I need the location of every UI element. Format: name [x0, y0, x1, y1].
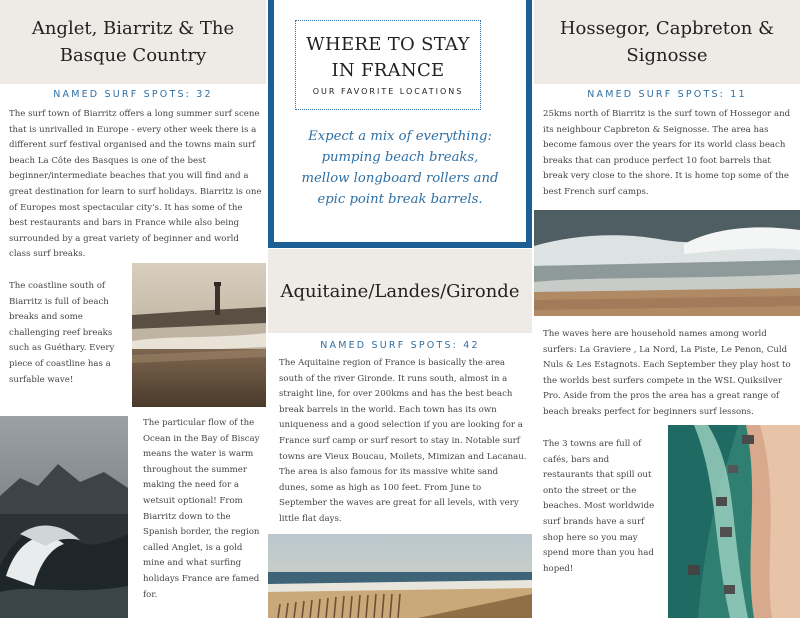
lighthouse-photo [132, 263, 266, 407]
beach-wave-photo [534, 210, 800, 316]
dune-fence-photo [268, 534, 532, 618]
left-title: Anglet, Biarritz & The Basque Country [31, 18, 235, 66]
page-subtitle: OUR FAVORITE LOCATIONS [312, 87, 464, 96]
right-title: Hossegor, Capbreton & Signosse [559, 18, 775, 66]
left-para-2: The coastline south of Biarritz is full of beach breaks and some challenging reef breaks such as Guéthary. Every piece of coastline has a surfable wave! [9, 281, 115, 385]
right-header [534, 0, 800, 84]
center-para-1: The Aquitaine region of France is basically the area south of the river Gironde. It runs south, almost in a straight line, for over 200kms and has the best beach break barrels in the world. Each town has its own uniqueness and a good selection if you are looking for a France surf camp or surf resort to stay in. Notable surf towns are Vieux Boucau, Moilets, Mimizan and Lacanau. The area is also famous for its massive white sand dunes, some as high as 100 feet. From June to September the waves are great for all levels, with very little flat days. [279, 358, 527, 524]
title-card-inner [274, 0, 526, 242]
big-wave-photo [0, 416, 128, 618]
title-card [268, 0, 532, 248]
page-title: WHERE TO STAY IN FRANCE [306, 34, 470, 81]
left-surf-spots: NAMED SURF SPOTS: 32 [53, 89, 213, 100]
left-header [0, 0, 266, 84]
right-para-1: 25kms north of Biarritz is the surf town of Hossegor and its neighbour Capbreton & Seignosse. The area has become famous over the years for its world class beach breaks that can produce perfect 10 foot barrels that break very close to the shore. It is home top some of the best French surf camps. [543, 109, 791, 197]
title-box [295, 20, 481, 110]
left-para-1: The surf town of Biarritz offers a long summer surf scene that is unrivalled in Europe - every other week there is a different surf festival organised and the towns main surf beach La Côte des Basques is one of the best beginner/intermediate beaches that you will find and a great destination for learn to surf holidays. Biarritz is one of Europes most spectacular city's. It has some of the best restaurants and bars in France while also being surrounded by a great variety of beginner and world class surf breaks. [9, 109, 262, 260]
center-header [268, 249, 532, 333]
tagline: Expect a mix of everything: pumping beach breaks, mellow longboard rollers and epic point break barrels. [301, 129, 499, 207]
right-para-3: The 3 towns are full of cafés, bars and restaurants that spill out onto the street or the beaches. Most worldwide surf brands have a surf shop here so you may spend more than you had hoped! [543, 439, 655, 574]
left-para-3: The particular flow of the Ocean in the Bay of Biscay means the water is warm throughout the summer making the need for a wetsuit optional! From Biarritz down to the Spanish border, the region called Anglet, is a gold mine and what surfing holidays France are famed for. [143, 418, 260, 600]
right-para-2: The waves here are household names among world surfers: La Graviere , La Nord, La Piste, Le Penon, Culd Nuls & Les Estagnots. Each September they play host to the worlds best surfers compete in the WSL Quiksilver Pro. Aside from the pros the area has a great range of beach breaks perfect for beginners surf lessons. [543, 329, 791, 417]
center-surf-spots: NAMED SURF SPOTS: 42 [320, 340, 480, 351]
aerial-coast-photo [668, 425, 800, 618]
center-title: Aquitaine/Landes/Gironde [280, 280, 520, 302]
right-surf-spots: NAMED SURF SPOTS: 11 [587, 89, 747, 100]
